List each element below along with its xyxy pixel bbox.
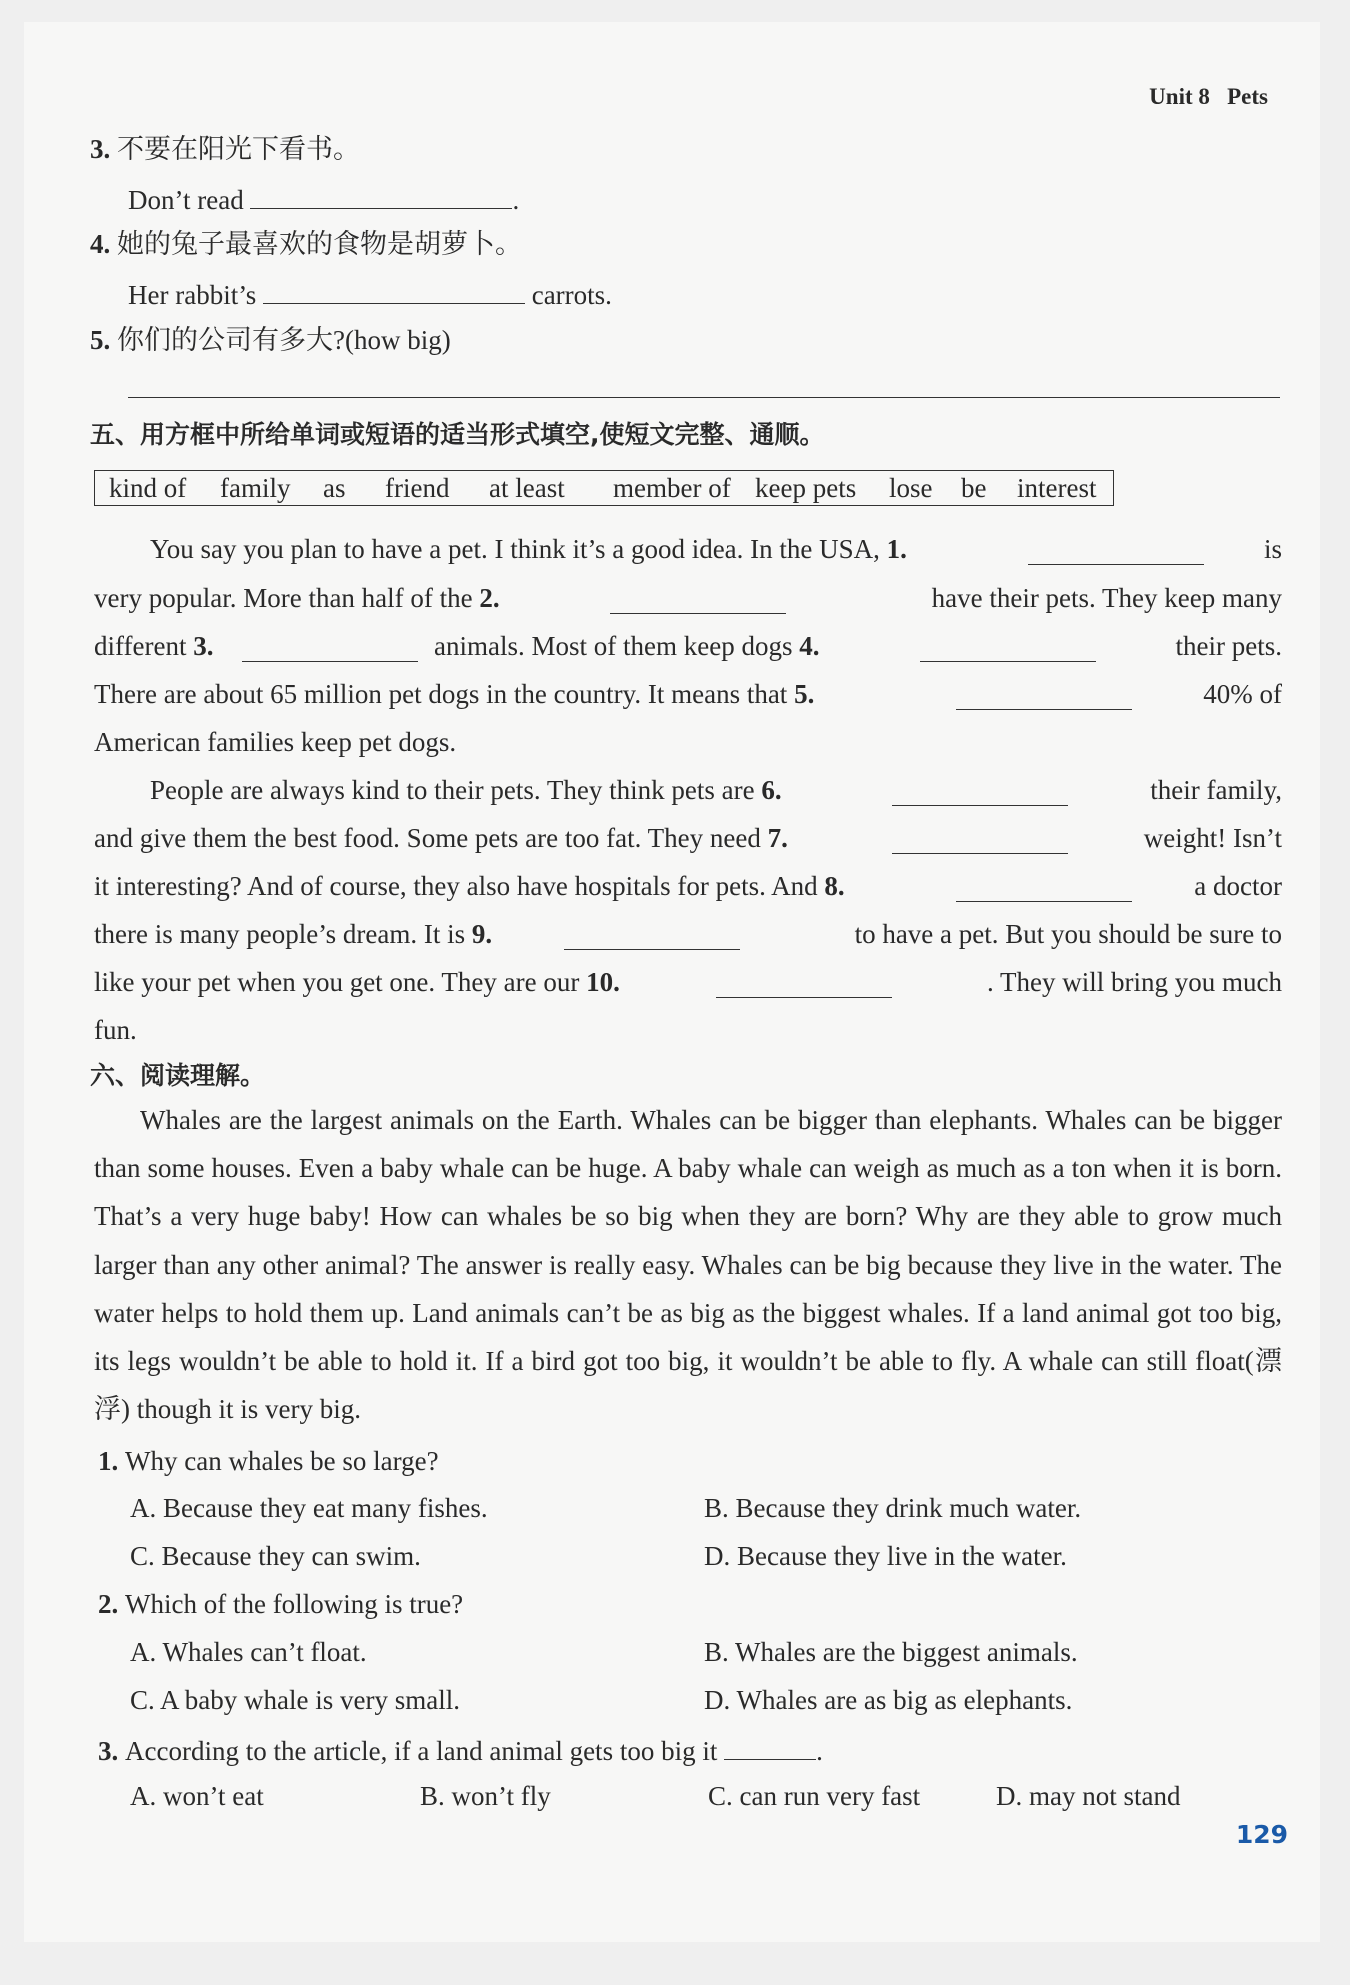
- blank-number: 10.: [586, 967, 620, 997]
- unit-title: Pets: [1227, 84, 1268, 109]
- translation-q5-cn: [90, 325, 451, 355]
- word-item: lose: [889, 473, 933, 503]
- translation-q3-cn: [90, 134, 360, 164]
- prompt-end: .: [512, 185, 520, 215]
- cloze-line-3b: [434, 631, 819, 661]
- blank-number: 6.: [761, 775, 782, 805]
- cloze-text: different: [94, 631, 194, 661]
- blank-number: 8.: [824, 871, 845, 901]
- question-number: 3.: [98, 1736, 119, 1766]
- cloze-blank-2[interactable]: [610, 613, 786, 614]
- cloze-text: to have a pet. But you should be sure to: [854, 919, 1282, 949]
- option-d[interactable]: D. Whales are as big as elephants.: [704, 1685, 1073, 1715]
- blank-number: 9.: [471, 919, 493, 949]
- cloze-line-5: American families keep pet dogs.: [94, 727, 457, 757]
- option-d[interactable]: D. Because they live in the water.: [704, 1541, 1067, 1571]
- cloze-line-8: [94, 871, 845, 901]
- prompt-end: carrots.: [531, 280, 612, 310]
- cloze-line-7: [94, 823, 788, 853]
- cloze-blank-3[interactable]: [242, 661, 418, 662]
- cloze-text: their pets.: [1175, 631, 1282, 661]
- option-a[interactable]: A. Whales can’t float.: [130, 1637, 367, 1667]
- word-box: [94, 470, 1114, 506]
- translation-q3-en: [128, 182, 519, 215]
- cloze-blank-10[interactable]: [716, 997, 892, 998]
- cloze-blank-8[interactable]: [956, 901, 1132, 902]
- section6-title: 六、阅读理解。: [90, 1061, 266, 1090]
- cloze-line-4: [94, 679, 814, 709]
- cloze-line-11: fun.: [94, 1015, 137, 1045]
- reading-q3: [98, 1733, 823, 1766]
- cloze-line-3: [94, 631, 213, 661]
- question-number: 3.: [90, 134, 111, 164]
- cloze-text: it interesting? And of course, they also have hospitals for pets. And: [94, 871, 825, 901]
- cloze-text: weight! Isn’t: [1143, 823, 1282, 853]
- option-c[interactable]: C. can run very fast: [708, 1781, 921, 1811]
- question-number: 1.: [98, 1446, 119, 1476]
- reading-passage: Whales are the largest animals on the Earth. Whales can be bigger than elephants. Whales can be bigger than some houses. Even a baby whale can be huge. A baby whale can weigh as much as a ton when it is born. That’s a very huge baby! How can whales be so big when they are born? Why are they able to grow much larger than any other animal? The answer is really easy. Whales can be big because they live in the water. The water helps to hold them up. Land animals can’t be as big as the biggest whales. If a land animal got too big, its legs wouldn’t be able to hold it. If a bird got too big, it wouldn’t be able to fly. A whale can still float(漂浮) though it is very big.: [94, 1105, 1282, 1425]
- word-item: keep pets: [755, 473, 857, 503]
- question-number: 2.: [98, 1589, 119, 1619]
- cloze-line-2: [94, 583, 500, 613]
- word-item: member of: [613, 473, 731, 503]
- word-item: family: [220, 473, 291, 503]
- blank-number: 4.: [799, 631, 820, 661]
- page-number: 129: [1235, 1820, 1288, 1849]
- option-c[interactable]: C. Because they can swim.: [130, 1541, 421, 1571]
- cloze-text: People are always kind to their pets. They think pets are: [150, 775, 762, 805]
- question-number: 4.: [90, 229, 111, 259]
- cloze-text: is: [1263, 534, 1282, 564]
- cloze-line-9: [94, 919, 492, 949]
- cloze-text: their family,: [1150, 775, 1282, 805]
- question-text: 她的兔子最喜欢的食物是胡萝卜。: [117, 229, 522, 259]
- answer-line[interactable]: [128, 397, 1280, 398]
- cloze-text: and give them the best food. Some pets are too fat. They need: [94, 823, 768, 853]
- question-text: Why can whales be so large?: [125, 1446, 439, 1476]
- blank-number: 5.: [794, 679, 815, 709]
- blank-number: 2.: [479, 583, 500, 613]
- reading-q1: [98, 1446, 439, 1476]
- cloze-blank-9[interactable]: [564, 949, 740, 950]
- translation-q4-en: [128, 277, 612, 310]
- answer-blank[interactable]: [263, 277, 525, 304]
- cloze-text: have their pets. They keep many: [931, 583, 1282, 613]
- word-item: friend: [385, 473, 450, 503]
- question-text: Which of the following is true?: [125, 1589, 464, 1619]
- word-item: kind of: [109, 473, 187, 503]
- cloze-text: animals. Most of them keep dogs: [434, 631, 800, 661]
- option-a[interactable]: A. won’t eat: [130, 1781, 264, 1811]
- prompt-text: Don’t read: [128, 185, 244, 215]
- unit-label: Unit 8: [1149, 84, 1210, 109]
- cloze-text: a doctor: [1194, 871, 1282, 901]
- cloze-blank-5[interactable]: [956, 709, 1132, 710]
- cloze-line-6: [150, 775, 782, 805]
- question-text: According to the article, if a land animal gets too big it: [125, 1736, 718, 1766]
- blank-number: 3.: [193, 631, 214, 661]
- question-text: 你们的公司有多大?: [117, 325, 345, 355]
- question-number: 5.: [90, 325, 111, 355]
- cloze-blank-7[interactable]: [892, 853, 1068, 854]
- question-text: 不要在阳光下看书。: [117, 134, 360, 164]
- cloze-text: there is many people’s dream. It is: [94, 919, 472, 949]
- word-item: interest: [1017, 473, 1097, 503]
- cloze-blank-6[interactable]: [892, 805, 1068, 806]
- answer-blank[interactable]: [724, 1733, 816, 1760]
- cloze-line-10: [94, 967, 620, 997]
- section5-title: 五、用方框中所给单词或短语的适当形式填空,使短文完整、通顺。: [90, 420, 825, 449]
- option-a[interactable]: A. Because they eat many fishes.: [130, 1493, 488, 1523]
- page-header: [1149, 82, 1268, 112]
- cloze-blank-1[interactable]: [1028, 564, 1204, 565]
- translation-q4-cn: [90, 229, 522, 259]
- word-item: at least: [489, 473, 565, 503]
- option-b[interactable]: B. won’t fly: [420, 1781, 551, 1811]
- hint-text: (how big): [344, 325, 451, 355]
- answer-blank[interactable]: [250, 182, 512, 209]
- cloze-blank-4[interactable]: [920, 661, 1096, 662]
- option-b[interactable]: B. Whales are the biggest animals.: [704, 1637, 1078, 1667]
- reading-q2: [98, 1589, 463, 1619]
- workbook-page: [24, 22, 1320, 1942]
- cloze-text: You say you plan to have a pet. I think it’s a good idea. In the USA,: [150, 534, 887, 564]
- cloze-text: like your pet when you get one. They are our: [94, 967, 587, 997]
- cloze-line-1: [150, 534, 907, 564]
- prompt-text: Her rabbit’s: [128, 280, 257, 310]
- option-c[interactable]: C. A baby whale is very small.: [130, 1685, 460, 1715]
- option-d[interactable]: D. may not stand: [996, 1781, 1181, 1811]
- word-item: as: [323, 473, 346, 503]
- cloze-text: . They will bring you much: [987, 967, 1282, 997]
- cloze-text: 40% of: [1203, 679, 1282, 709]
- cloze-text: very popular. More than half of the: [94, 583, 480, 613]
- cloze-text: There are about 65 million pet dogs in the country. It means that: [94, 679, 795, 709]
- blank-number: 1.: [886, 534, 907, 564]
- option-b[interactable]: B. Because they drink much water.: [704, 1493, 1082, 1523]
- word-item: be: [961, 473, 987, 503]
- question-end: .: [816, 1736, 823, 1766]
- blank-number: 7.: [767, 823, 788, 853]
